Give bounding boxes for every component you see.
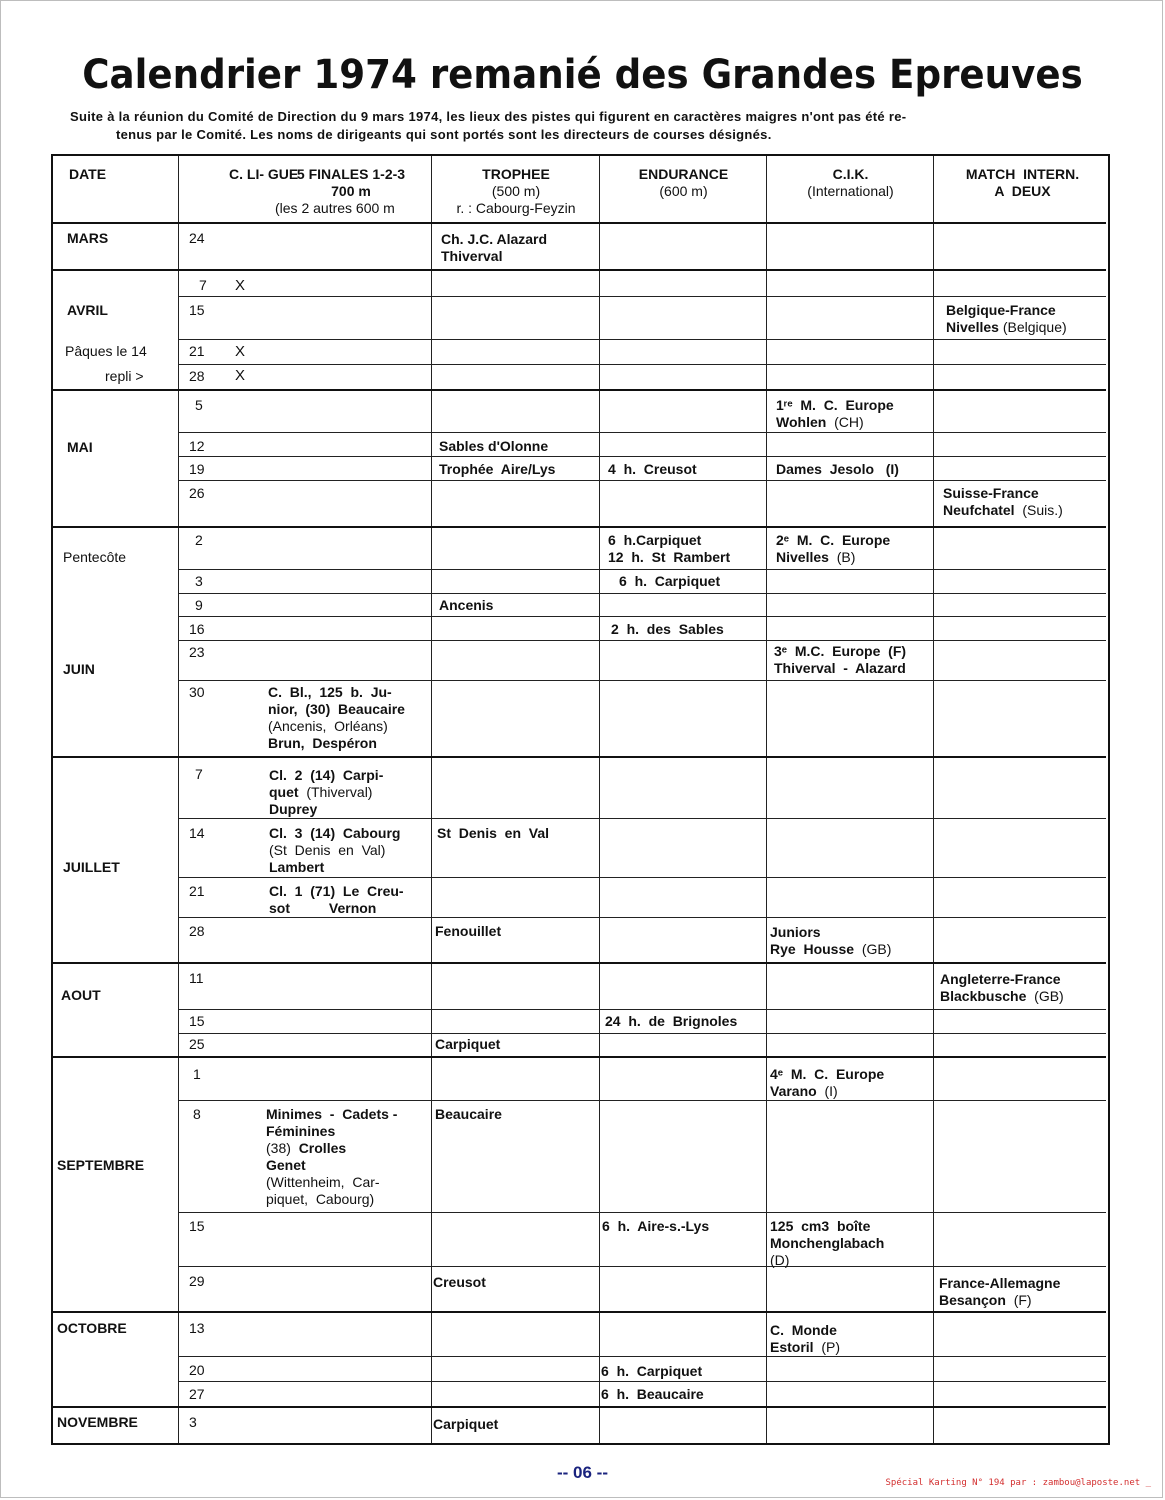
row-line — [178, 593, 1106, 594]
row-line — [178, 1212, 1106, 1213]
col-divider — [431, 156, 432, 1443]
row-line — [178, 1033, 1106, 1034]
cik-entry-country: (GB) — [861, 941, 892, 957]
endurance-entry: 24 h. de Brignoles — [605, 1013, 738, 1029]
cik-entry — [770, 1322, 840, 1356]
separator — [53, 962, 1106, 964]
ligue-entry-code: (38) — [266, 1140, 291, 1156]
ligue-entry — [268, 684, 428, 752]
ligue-entry-main: C. Bl., 125 b. Ju- nior, (30) Beaucaire — [268, 684, 405, 717]
match-entry-country: (Suis.) — [1022, 502, 1063, 518]
header-endurance-title: ENDURANCE — [638, 166, 729, 182]
ligue-entry-main: Cl. 3 (14) Cabourg — [269, 825, 401, 841]
match-entry — [940, 971, 1064, 1005]
header-finales-note-text: (les 2 autres 600 m — [275, 200, 395, 216]
trophee-entry: Creusot — [433, 1274, 486, 1290]
row-line — [178, 1009, 1106, 1010]
ligue-entry — [266, 1106, 426, 1208]
day-cell: 15 — [189, 1218, 205, 1234]
header-trophee-reserve: r. : Cabourg-Feyzin — [456, 200, 576, 216]
cik-entry-country: (P) — [821, 1339, 841, 1355]
ligue-entry-directors: Brun, Despéron — [268, 735, 377, 751]
day-cell: 28 — [189, 923, 205, 939]
col-divider — [766, 156, 767, 1443]
day-cell: 27 — [189, 1386, 205, 1402]
x-mark: X — [235, 277, 246, 294]
day-cell: 21 — [189, 343, 205, 359]
cik-entry-main: C. Monde Estoril — [770, 1322, 837, 1355]
note-paques: Pâques le 14 — [65, 343, 147, 359]
match-entry-country: (Belgique) — [1002, 319, 1067, 335]
day-cell: 19 — [189, 461, 205, 477]
row-line — [178, 1381, 1106, 1382]
day-cell: 15 — [189, 302, 205, 318]
ligue-entry: Cl. 1 (71) Le Creu- sot Vernon — [269, 883, 404, 916]
row-line — [178, 1100, 1106, 1101]
day-cell: 23 — [189, 644, 205, 660]
cik-entry-country: (I) — [824, 1083, 838, 1099]
endurance-entry: 6 h. Beaucaire — [601, 1386, 704, 1402]
day-cell: 5 — [195, 397, 203, 413]
header-cik — [768, 166, 933, 200]
day-cell: 7 — [199, 277, 207, 293]
trophee-entry: Ancenis — [439, 597, 494, 613]
day-cell: 12 — [189, 438, 205, 454]
day-cell: 13 — [189, 1320, 205, 1336]
header-trophee-title: TROPHEE — [482, 166, 550, 182]
row-line — [178, 1356, 1106, 1357]
header-endurance — [601, 166, 766, 200]
ligue-entry-reserve: (Thiverval) — [306, 784, 373, 800]
day-cell: 9 — [195, 597, 203, 613]
separator — [53, 269, 1106, 271]
trophee-entry: Carpiquet — [433, 1416, 499, 1432]
calendar-table — [51, 154, 1110, 1445]
day-cell: 28 — [189, 368, 205, 384]
row-line — [178, 640, 1106, 641]
header-finales: 5 FINALES 1-2-3 700 m — [296, 166, 406, 199]
day-cell: 2 — [195, 532, 203, 548]
page-title: Calendrier 1974 remanié des Grandes Epreuves — [82, 52, 1083, 98]
row-line — [178, 432, 1106, 433]
endurance-entry: 6 h.Carpiquet 12 h. St Rambert — [608, 532, 731, 565]
header-cik-sub: (International) — [807, 183, 894, 199]
endurance-entry: 6 h. Aire-s.-Lys — [602, 1218, 710, 1234]
row-line — [178, 296, 1106, 297]
header-endurance-length: (600 m) — [659, 183, 708, 199]
separator — [53, 389, 1106, 391]
day-cell: 24 — [189, 230, 205, 246]
cik-entry — [776, 532, 890, 566]
match-entry — [946, 302, 1067, 336]
cik-entry-country: (D) — [770, 1252, 790, 1268]
trophee-entry: Trophée Aire/Lys — [439, 461, 556, 477]
ligue-entry-main: Minimes - Cadets - Féminines — [266, 1106, 398, 1139]
ligue-entry-directors: Crolles Genet — [266, 1140, 347, 1173]
trophee-entry: Fenouillet — [435, 923, 502, 939]
trophee-entry: Ch. J.C. Alazard Thiverval — [441, 231, 548, 264]
day-cell: 29 — [189, 1273, 205, 1289]
ligue-entry-reserve: (St Denis en Val) — [269, 842, 386, 858]
day-cell: 30 — [189, 684, 205, 700]
separator — [53, 756, 1106, 758]
trophee-entry: Sables d'Olonne — [439, 438, 549, 454]
ligue-entry-directors: Duprey — [269, 801, 318, 817]
trophee-entry: St Denis en Val — [437, 825, 550, 841]
day-cell: 7 — [195, 766, 203, 782]
day-cell: 25 — [189, 1036, 205, 1052]
month-juin: JUIN — [63, 661, 95, 677]
cik-entry-country: (CH) — [834, 414, 864, 430]
row-line — [178, 456, 1106, 457]
cik-entry: 3ᵉ M.C. Europe (F) Thiverval - Alazard — [774, 643, 907, 676]
match-entry-main: France-Allemagne Besançon — [939, 1275, 1061, 1308]
month-aout: AOUT — [61, 987, 101, 1003]
ligue-entry-reserve: (Ancenis, Orléans) — [268, 718, 388, 734]
cik-entry — [770, 1066, 884, 1100]
ligue-entry-main: Cl. 2 (14) Carpi- quet — [269, 767, 384, 800]
col-divider — [933, 156, 934, 1443]
match-entry-main: Angleterre-France Blackbusche — [940, 971, 1061, 1004]
day-cell: 8 — [193, 1106, 201, 1122]
row-line — [178, 480, 1106, 481]
ligue-entry-reserve: (Wittenheim, Car- piquet, Cabourg) — [266, 1174, 380, 1207]
cik-entry — [770, 924, 891, 958]
header-date: DATE — [69, 166, 107, 182]
header-cik-title: C.I.K. — [832, 166, 869, 182]
match-entry — [943, 485, 1063, 519]
day-cell: 20 — [189, 1362, 205, 1378]
row-line — [178, 569, 1106, 570]
row-line — [178, 877, 1106, 878]
cik-entry: Dames Jesolo (I) — [776, 461, 899, 477]
row-line — [178, 364, 1106, 365]
subtitle — [70, 108, 1105, 144]
month-octobre: OCTOBRE — [57, 1320, 127, 1336]
header-ligue: C. LI- GUE — [229, 166, 299, 182]
header-trophee-length: (500 m) — [491, 183, 541, 199]
trophee-entry: Carpiquet — [435, 1036, 501, 1052]
separator — [53, 222, 1106, 224]
header-trophee — [435, 166, 597, 217]
cik-entry-main: 1ʳᵉ M. C. Europe Wohlen — [776, 397, 894, 430]
separator — [53, 526, 1106, 528]
month-mars: MARS — [67, 230, 109, 246]
match-entry — [939, 1275, 1060, 1309]
day-cell: 14 — [189, 825, 205, 841]
day-cell: 3 — [189, 1414, 197, 1430]
day-cell: 3 — [195, 573, 203, 589]
header-finales-note — [275, 200, 395, 217]
match-entry-main: Suisse-France Neufchatel — [943, 485, 1039, 518]
cik-entry-main: 2ᵉ M. C. Europe Nivelles — [776, 532, 891, 565]
day-cell: 26 — [189, 485, 205, 501]
cik-entry-country: (B) — [836, 549, 856, 565]
separator — [53, 1056, 1106, 1058]
col-divider — [599, 156, 600, 1443]
day-cell: 11 — [189, 970, 204, 986]
endurance-entry: 2 h. des Sables — [611, 621, 724, 637]
row-line — [178, 680, 1106, 681]
month-novembre: NOVEMBRE — [57, 1414, 138, 1430]
separator — [53, 1311, 1106, 1313]
x-mark: X — [235, 367, 246, 384]
day-cell: 15 — [189, 1013, 205, 1029]
ligue-entry-directors: Lambert — [269, 859, 325, 875]
credit-line: Spécial Karting N° 194 par : zambou@laposte.net _ — [885, 1478, 1151, 1488]
col-divider — [178, 156, 179, 1443]
cik-entry — [776, 397, 894, 431]
row-line — [178, 1266, 1106, 1267]
endurance-entry: 6 h. Carpiquet — [601, 1363, 703, 1379]
match-entry-main: Belgique-France Nivelles — [946, 302, 1056, 335]
separator — [53, 1406, 1106, 1408]
ligue-entry — [269, 767, 429, 818]
day-cell: 1 — [193, 1066, 201, 1082]
trophee-entry: Beaucaire — [435, 1106, 502, 1122]
cik-entry-main: Juniors Rye Housse — [770, 924, 855, 957]
row-line — [178, 917, 1106, 918]
month-avril: AVRIL — [67, 302, 108, 318]
match-entry-country: (GB) — [1034, 988, 1064, 1004]
x-mark: X — [235, 343, 246, 360]
day-cell: 21 — [189, 883, 205, 899]
ligue-entry — [269, 825, 429, 876]
day-cell: 16 — [189, 621, 205, 637]
cik-entry-main: 4ᵉ M. C. Europe Varano — [770, 1066, 885, 1099]
endurance-entry: 6 h. Carpiquet — [619, 573, 721, 589]
note-repli: repli > — [105, 368, 144, 384]
subtitle-line-1: Suite à la réunion du Comité de Direction du 9 mars 1974, les lieux des pistes qui figurent en caractères maigres n'ont pas été re- — [70, 109, 907, 124]
month-septembre: SEPTEMBRE — [57, 1157, 145, 1173]
cik-entry-main: 125 cm3 boîte Monchenglabach — [770, 1218, 885, 1251]
page-number: -- 06 -- — [557, 1463, 608, 1482]
subtitle-line-2: tenus par le Comité. Les noms de dirigeants qui sont portés sont les directeurs de courses désignés. — [116, 127, 772, 142]
row-line — [178, 616, 1106, 617]
month-juillet: JUILLET — [63, 859, 120, 875]
cik-entry — [770, 1218, 884, 1269]
row-line — [178, 818, 1106, 819]
row-line — [178, 339, 1106, 340]
month-mai: MAI — [67, 439, 93, 455]
note-pentecote: Pentecôte — [63, 549, 127, 565]
match-entry-country: (F) — [1013, 1292, 1032, 1308]
header-match: MATCH INTERN. A DEUX — [965, 166, 1080, 199]
endurance-entry: 4 h. Creusot — [608, 461, 697, 477]
